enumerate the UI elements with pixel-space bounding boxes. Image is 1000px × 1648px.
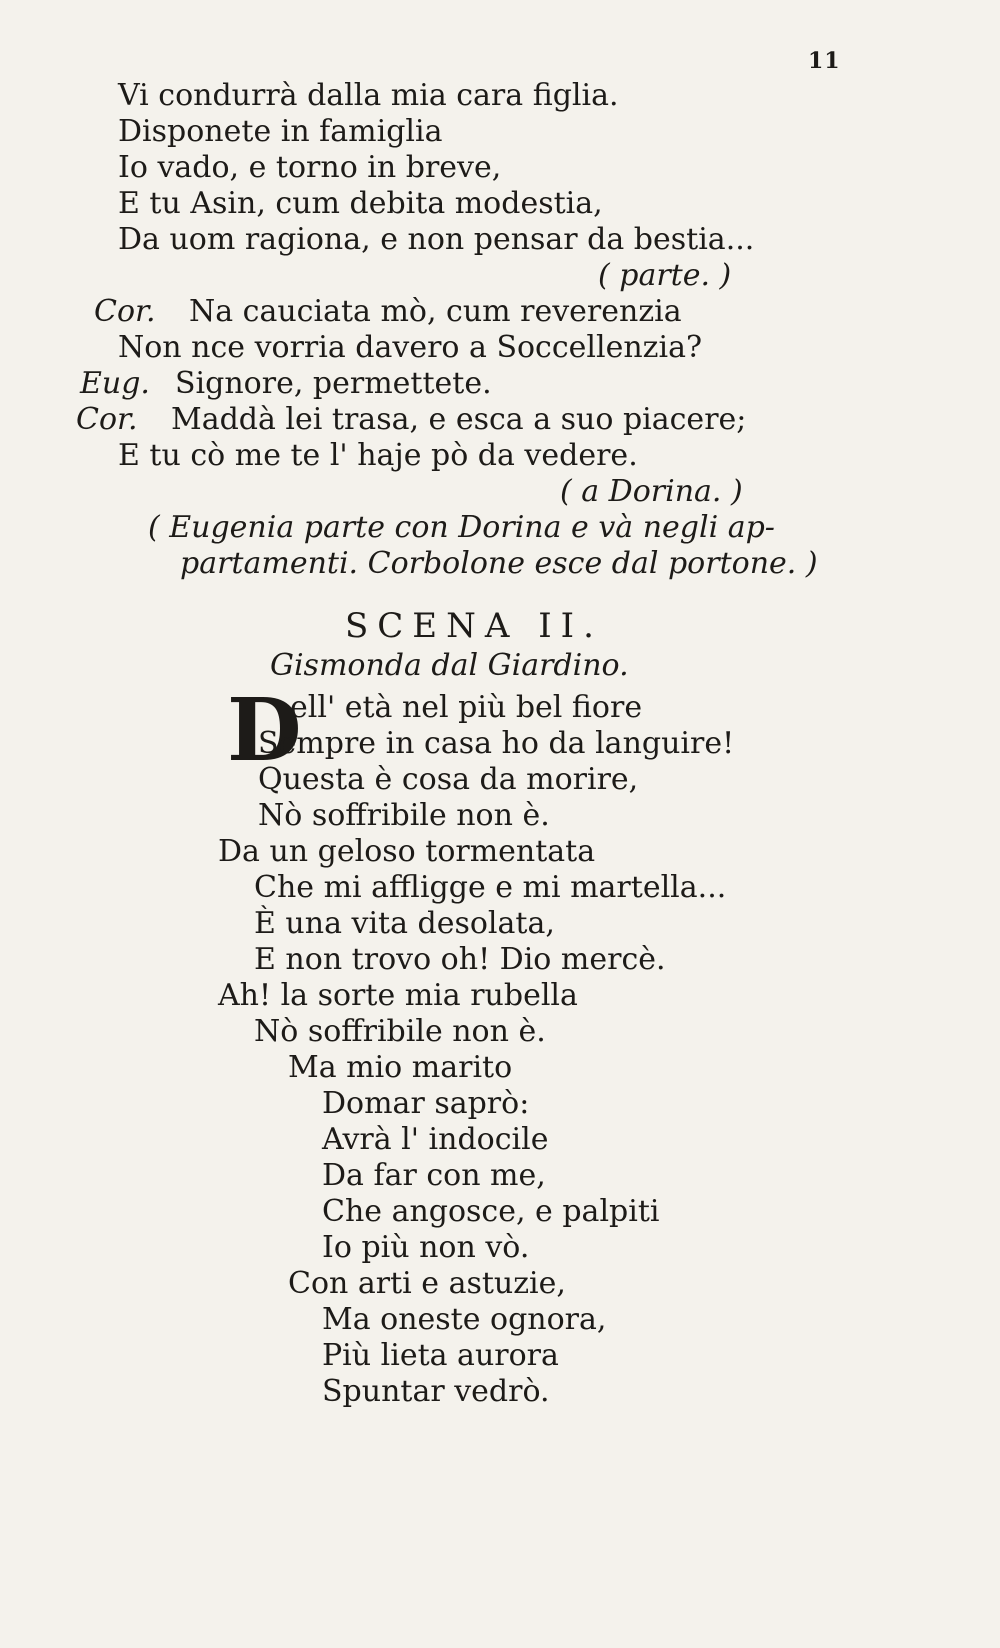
- verse-line: Non nce vorria davero a Soccellenzia?: [118, 330, 703, 365]
- stage-direction: ( a Dorina. ): [560, 474, 743, 509]
- aria-line: Avrà l' indocile: [322, 1122, 549, 1157]
- aria-line: Spuntar vedrò.: [322, 1374, 550, 1409]
- scene-title: SCENA II.: [345, 606, 603, 646]
- scene-subtitle: Gismonda dal Giardino.: [270, 648, 629, 683]
- aria-line: Ma mio marito: [288, 1050, 513, 1085]
- speaker-label: Cor.: [76, 402, 138, 437]
- aria-line: Questa è cosa da morire,: [258, 762, 639, 797]
- speech-line: [94, 294, 682, 330]
- aria-line: È una vita desolata,: [254, 906, 555, 941]
- aria-line: Sempre in casa ho da languire!: [258, 726, 735, 761]
- aria-line: ell' età nel più bel fiore: [290, 690, 643, 725]
- aria-line: Ah! la sorte mia rubella: [218, 978, 578, 1013]
- aria-line: Da un geloso tormentata: [218, 834, 596, 869]
- speech-text: Na cauciata mò, cum reverenzia: [189, 294, 682, 329]
- verse-line: Vi condurrà dalla mia cara figlia.: [118, 78, 619, 113]
- speaker-label: Cor.: [94, 294, 156, 329]
- aria-line: Da far con me,: [322, 1158, 546, 1193]
- aria-line: Nò soffribile non è.: [254, 1014, 546, 1049]
- stage-direction: ( Eugenia parte con Dorina e và negli ap-: [148, 510, 775, 545]
- aria-line: Che angosce, e palpiti: [322, 1194, 660, 1229]
- verse-line: Disponete in famiglia: [118, 114, 443, 149]
- verse-line: Io vado, e torno in breve,: [118, 150, 502, 185]
- aria-line: Nò soffribile non è.: [258, 798, 550, 833]
- verse-line: E tu Asin, cum debita modestia,: [118, 186, 603, 221]
- page-number: 11: [808, 48, 841, 74]
- aria-line: Con arti e astuzie,: [288, 1266, 566, 1301]
- speech-text: Signore, permettete.: [175, 366, 492, 401]
- verse-line: E tu cò me te l' haje pò da vedere.: [118, 438, 638, 473]
- aria-line: Domar saprò:: [322, 1086, 530, 1121]
- stage-direction: partamenti. Corbolone esce dal portone. ): [180, 546, 818, 581]
- speaker-label: Eug.: [80, 366, 150, 401]
- speech-text: Maddà lei trasa, e esca a suo piacere;: [171, 402, 747, 437]
- speech-line: [80, 366, 492, 402]
- aria-line: E non trovo oh! Dio mercè.: [254, 942, 666, 977]
- stage-direction: ( parte. ): [598, 258, 732, 293]
- aria-line: Io più non vò.: [322, 1230, 530, 1265]
- aria-line: Più lieta aurora: [322, 1338, 559, 1373]
- speech-line: [76, 402, 746, 438]
- verse-line: Da uom ragiona, e non pensar da bestia...: [118, 222, 755, 257]
- aria-line: Che mi affligge e mi martella...: [254, 870, 727, 905]
- drop-cap: D: [227, 680, 302, 781]
- aria-line: Ma oneste ognora,: [322, 1302, 607, 1337]
